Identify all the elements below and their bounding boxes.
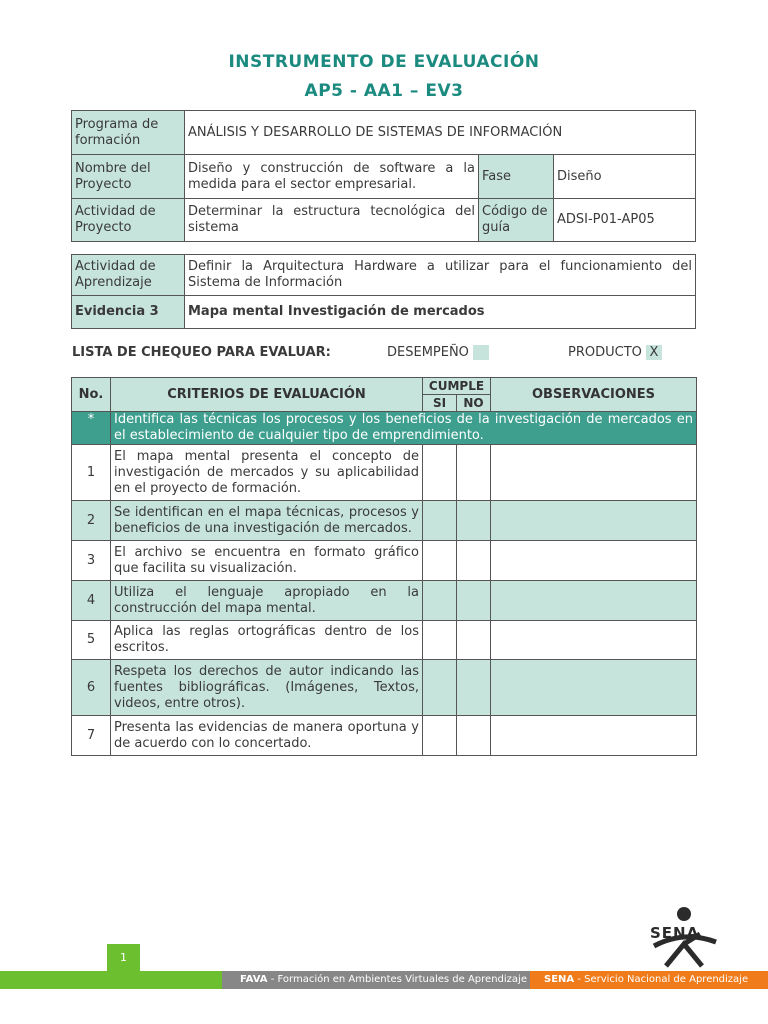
intro-row bbox=[72, 412, 697, 445]
document-title: INSTRUMENTO DE EVALUACIÓN bbox=[228, 52, 540, 72]
producto-label: PRODUCTO bbox=[568, 345, 642, 360]
row-number: 6 bbox=[72, 660, 111, 716]
row-criterion: El archivo se encuentra en formato gráfico que facilita su visualización. bbox=[111, 541, 423, 581]
footer-sena bbox=[530, 971, 768, 989]
row-si-cell bbox=[423, 621, 457, 660]
row-obs-cell bbox=[491, 445, 697, 501]
page-number: 1 bbox=[107, 944, 140, 971]
row-no-cell bbox=[457, 445, 491, 501]
document-subtitle: AP5 - AA1 – EV3 bbox=[304, 81, 464, 101]
row-number: 3 bbox=[72, 541, 111, 581]
row-no-cell bbox=[457, 501, 491, 541]
col-obs-header: OBSERVACIONES bbox=[491, 378, 697, 412]
intro-mark: * bbox=[72, 412, 111, 445]
fava-text: - Formación en Ambientes Virtuales de Aprendizaje bbox=[267, 974, 527, 985]
criteria-table bbox=[71, 377, 697, 756]
footer-bar bbox=[0, 971, 768, 989]
row-no-cell bbox=[457, 716, 491, 756]
row-obs-cell bbox=[491, 621, 697, 660]
col-si-header: SI bbox=[423, 395, 457, 412]
row-number: 2 bbox=[72, 501, 111, 541]
row-no-cell bbox=[457, 621, 491, 660]
row-number: 4 bbox=[72, 581, 111, 621]
evidencia-value: Mapa mental Investigación de mercados bbox=[185, 296, 696, 329]
row-si-cell bbox=[423, 660, 457, 716]
desempeno-label: DESEMPEÑO bbox=[387, 345, 469, 360]
evidencia-label: Evidencia 3 bbox=[72, 296, 185, 329]
nombre-value: Diseño y construcción de software a la medida para el sector empresarial. bbox=[185, 155, 479, 199]
row-criterion: Presenta las evidencias de manera oportuna y de acuerdo con lo concertado. bbox=[111, 716, 423, 756]
sena-bold: SENA bbox=[544, 974, 575, 985]
table-row bbox=[72, 445, 697, 501]
sena-logo bbox=[644, 906, 724, 968]
row-si-cell bbox=[423, 445, 457, 501]
aprendizaje-table bbox=[71, 254, 696, 329]
table-row bbox=[72, 501, 697, 541]
codigo-value: ADSI-P01-AP05 bbox=[554, 199, 696, 242]
row-no-cell bbox=[457, 541, 491, 581]
actividad-value: Determinar la estructura tecnológica del sistema bbox=[185, 199, 479, 242]
table-row bbox=[72, 621, 697, 660]
table-row bbox=[72, 541, 697, 581]
table-row bbox=[72, 660, 697, 716]
codigo-label: Código de guía bbox=[479, 199, 554, 242]
programa-label: Programa de formación bbox=[72, 111, 185, 155]
aprendizaje-label: Actividad de Aprendizaje bbox=[72, 255, 185, 296]
row-si-cell bbox=[423, 501, 457, 541]
row-obs-cell bbox=[491, 541, 697, 581]
producto-option bbox=[568, 345, 662, 360]
row-criterion: El mapa mental presenta el concepto de investigación de mercados y su aplicabilidad en el proyecto de formación. bbox=[111, 445, 423, 501]
row-obs-cell bbox=[491, 581, 697, 621]
row-si-cell bbox=[423, 716, 457, 756]
fase-value: Diseño bbox=[554, 155, 696, 199]
row-no-cell bbox=[457, 660, 491, 716]
row-no-cell bbox=[457, 581, 491, 621]
desempeno-box bbox=[473, 345, 489, 360]
row-number: 5 bbox=[72, 621, 111, 660]
row-criterion: Utiliza el lenguaje apropiado en la construcción del mapa mental. bbox=[111, 581, 423, 621]
table-row bbox=[72, 581, 697, 621]
programa-value: ANÁLISIS Y DESARROLLO DE SISTEMAS DE INFORMACIÓN bbox=[185, 111, 696, 155]
row-obs-cell bbox=[491, 716, 697, 756]
row-obs-cell bbox=[491, 660, 697, 716]
row-criterion: Aplica las reglas ortográficas dentro de los escritos. bbox=[111, 621, 423, 660]
sena-logo-text: SENA bbox=[650, 924, 700, 942]
row-number: 1 bbox=[72, 445, 111, 501]
footer-fava bbox=[222, 971, 530, 989]
producto-box: X bbox=[646, 345, 662, 360]
row-criterion: Se identifican en el mapa técnicas, procesos y beneficios de una investigación de mercados. bbox=[111, 501, 423, 541]
fase-label: Fase bbox=[479, 155, 554, 199]
col-criterios-header: CRITERIOS DE EVALUACIÓN bbox=[111, 378, 423, 412]
fava-bold: FAVA bbox=[240, 974, 268, 985]
row-obs-cell bbox=[491, 501, 697, 541]
info-table bbox=[71, 110, 696, 242]
row-number: 7 bbox=[72, 716, 111, 756]
row-si-cell bbox=[423, 581, 457, 621]
aprendizaje-value: Definir la Arquitectura Hardware a utilizar para el funcionamiento del Sistema de Información bbox=[185, 255, 696, 296]
col-no-header: No. bbox=[72, 378, 111, 412]
row-si-cell bbox=[423, 541, 457, 581]
actividad-label: Actividad de Proyecto bbox=[72, 199, 185, 242]
table-row bbox=[72, 716, 697, 756]
col-cumple-header: CUMPLE bbox=[423, 378, 491, 395]
nombre-label: Nombre del Proyecto bbox=[72, 155, 185, 199]
row-criterion: Respeta los derechos de autor indicando las fuentes bibliográficas. (Imágenes, Textos, videos, entre otros). bbox=[111, 660, 423, 716]
checklist-label: LISTA DE CHEQUEO PARA EVALUAR: bbox=[72, 345, 331, 360]
sena-text: - Servicio Nacional de Aprendizaje bbox=[574, 974, 749, 985]
intro-text: Identifica las técnicas los procesos y los beneficios de la investigación de mercados en el establecimiento de cualquier tipo de emprendimiento. bbox=[111, 412, 697, 445]
desempeno-option bbox=[387, 345, 489, 360]
col-no-answer-header: NO bbox=[457, 395, 491, 412]
